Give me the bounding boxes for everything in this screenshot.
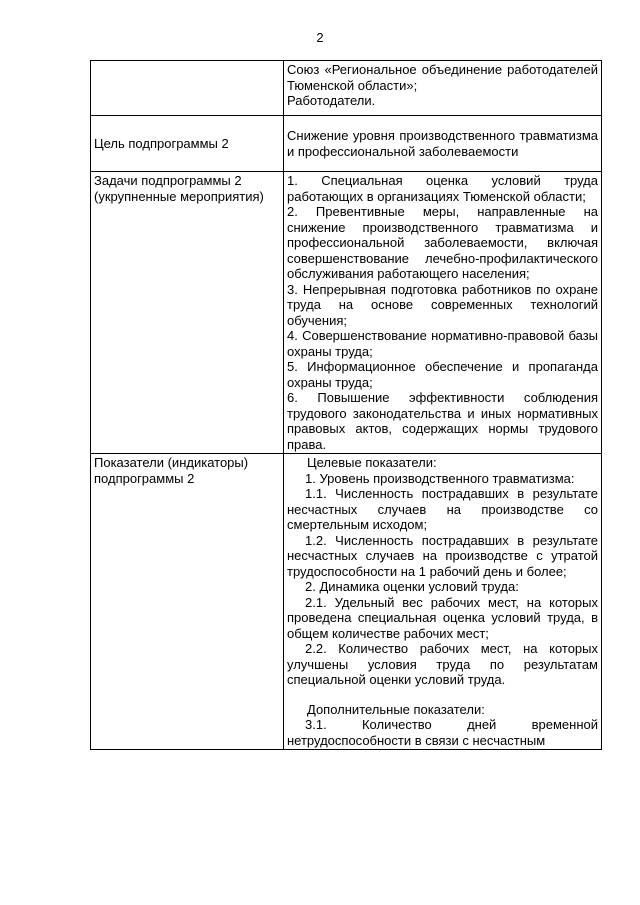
- page-number: 2: [316, 30, 324, 45]
- tasks-cell: [284, 172, 602, 454]
- task-item: 6. Повышение эффективности соблюдения трудового законодательства и иных нормативных правовых актов, содержащих нормы трудового права.: [287, 390, 598, 452]
- task-item: 2. Превентивные меры, направленные на снижение производственного травматизма и профессиональной заболеваемости, включая совершенствование лечебно-профилактического обслуживания работающего населения;: [287, 204, 598, 281]
- row-label: Цель подпрограммы 2: [91, 116, 284, 172]
- participant-item: Союз «Региональное объединение работодателей Тюменской области»;: [287, 62, 598, 93]
- participants-cell: [284, 61, 602, 116]
- task-item: 3. Непрерывная подготовка работников по охране труда на основе современных технологий обучения;: [287, 281, 598, 328]
- row-label: Показатели (индикаторы) подпрограммы 2: [91, 454, 284, 750]
- indicator-heading: Целевые показатели:: [307, 455, 437, 470]
- indicator-item: 2.2. Количество рабочих мест, на которых улучшены условия труда по результатам специальной оценки условий труда.: [287, 641, 598, 687]
- participant-item: Работодатели.: [287, 93, 376, 108]
- table-row-participants: [91, 61, 602, 116]
- row-label: [91, 61, 284, 116]
- indicator-item: 1. Уровень производственного травматизма:: [305, 470, 575, 486]
- goal-cell: [284, 116, 602, 172]
- indicators-cell: [284, 454, 602, 750]
- task-item: 5. Информационное обеспечение и пропаганда охраны труда;: [287, 359, 598, 390]
- spacer: [287, 688, 598, 702]
- task-item: 4. Совершенствование нормативно-правовой базы охраны труда;: [287, 328, 598, 359]
- indicator-heading: Дополнительные показатели:: [307, 701, 485, 717]
- table-row-tasks: [91, 172, 602, 454]
- subprogram-passport-table: [90, 60, 602, 750]
- indicator-item: 2.1. Удельный вес рабочих мест, на которых проведена специальная оценка условий труда, в общем количестве рабочих мест;: [287, 594, 598, 641]
- table-row-indicators: [91, 454, 602, 750]
- indicator-item: 1.2. Численность пострадавших в результате несчастных случаев на производстве с утратой трудоспособности на 1 рабочий день и более;: [287, 532, 598, 579]
- indicator-item: 1.1. Численность пострадавших в результате несчастных случаев на производстве со смертельным исходом;: [287, 486, 598, 532]
- task-item: 1. Специальная оценка условий труда работающих в организациях Тюменской области;: [287, 173, 598, 204]
- indicator-item: 3.1. Количество дней временной нетрудоспособности в связи с несчастным: [287, 717, 598, 748]
- table-row-goal: [91, 116, 602, 172]
- indicator-item: 2. Динамика оценки условий труда:: [305, 579, 519, 594]
- goal-text: Снижение уровня производственного травматизма и профессиональной заболеваемости: [287, 128, 598, 159]
- row-label: Задачи подпрограммы 2 (укрупненные мероприятия): [91, 172, 284, 454]
